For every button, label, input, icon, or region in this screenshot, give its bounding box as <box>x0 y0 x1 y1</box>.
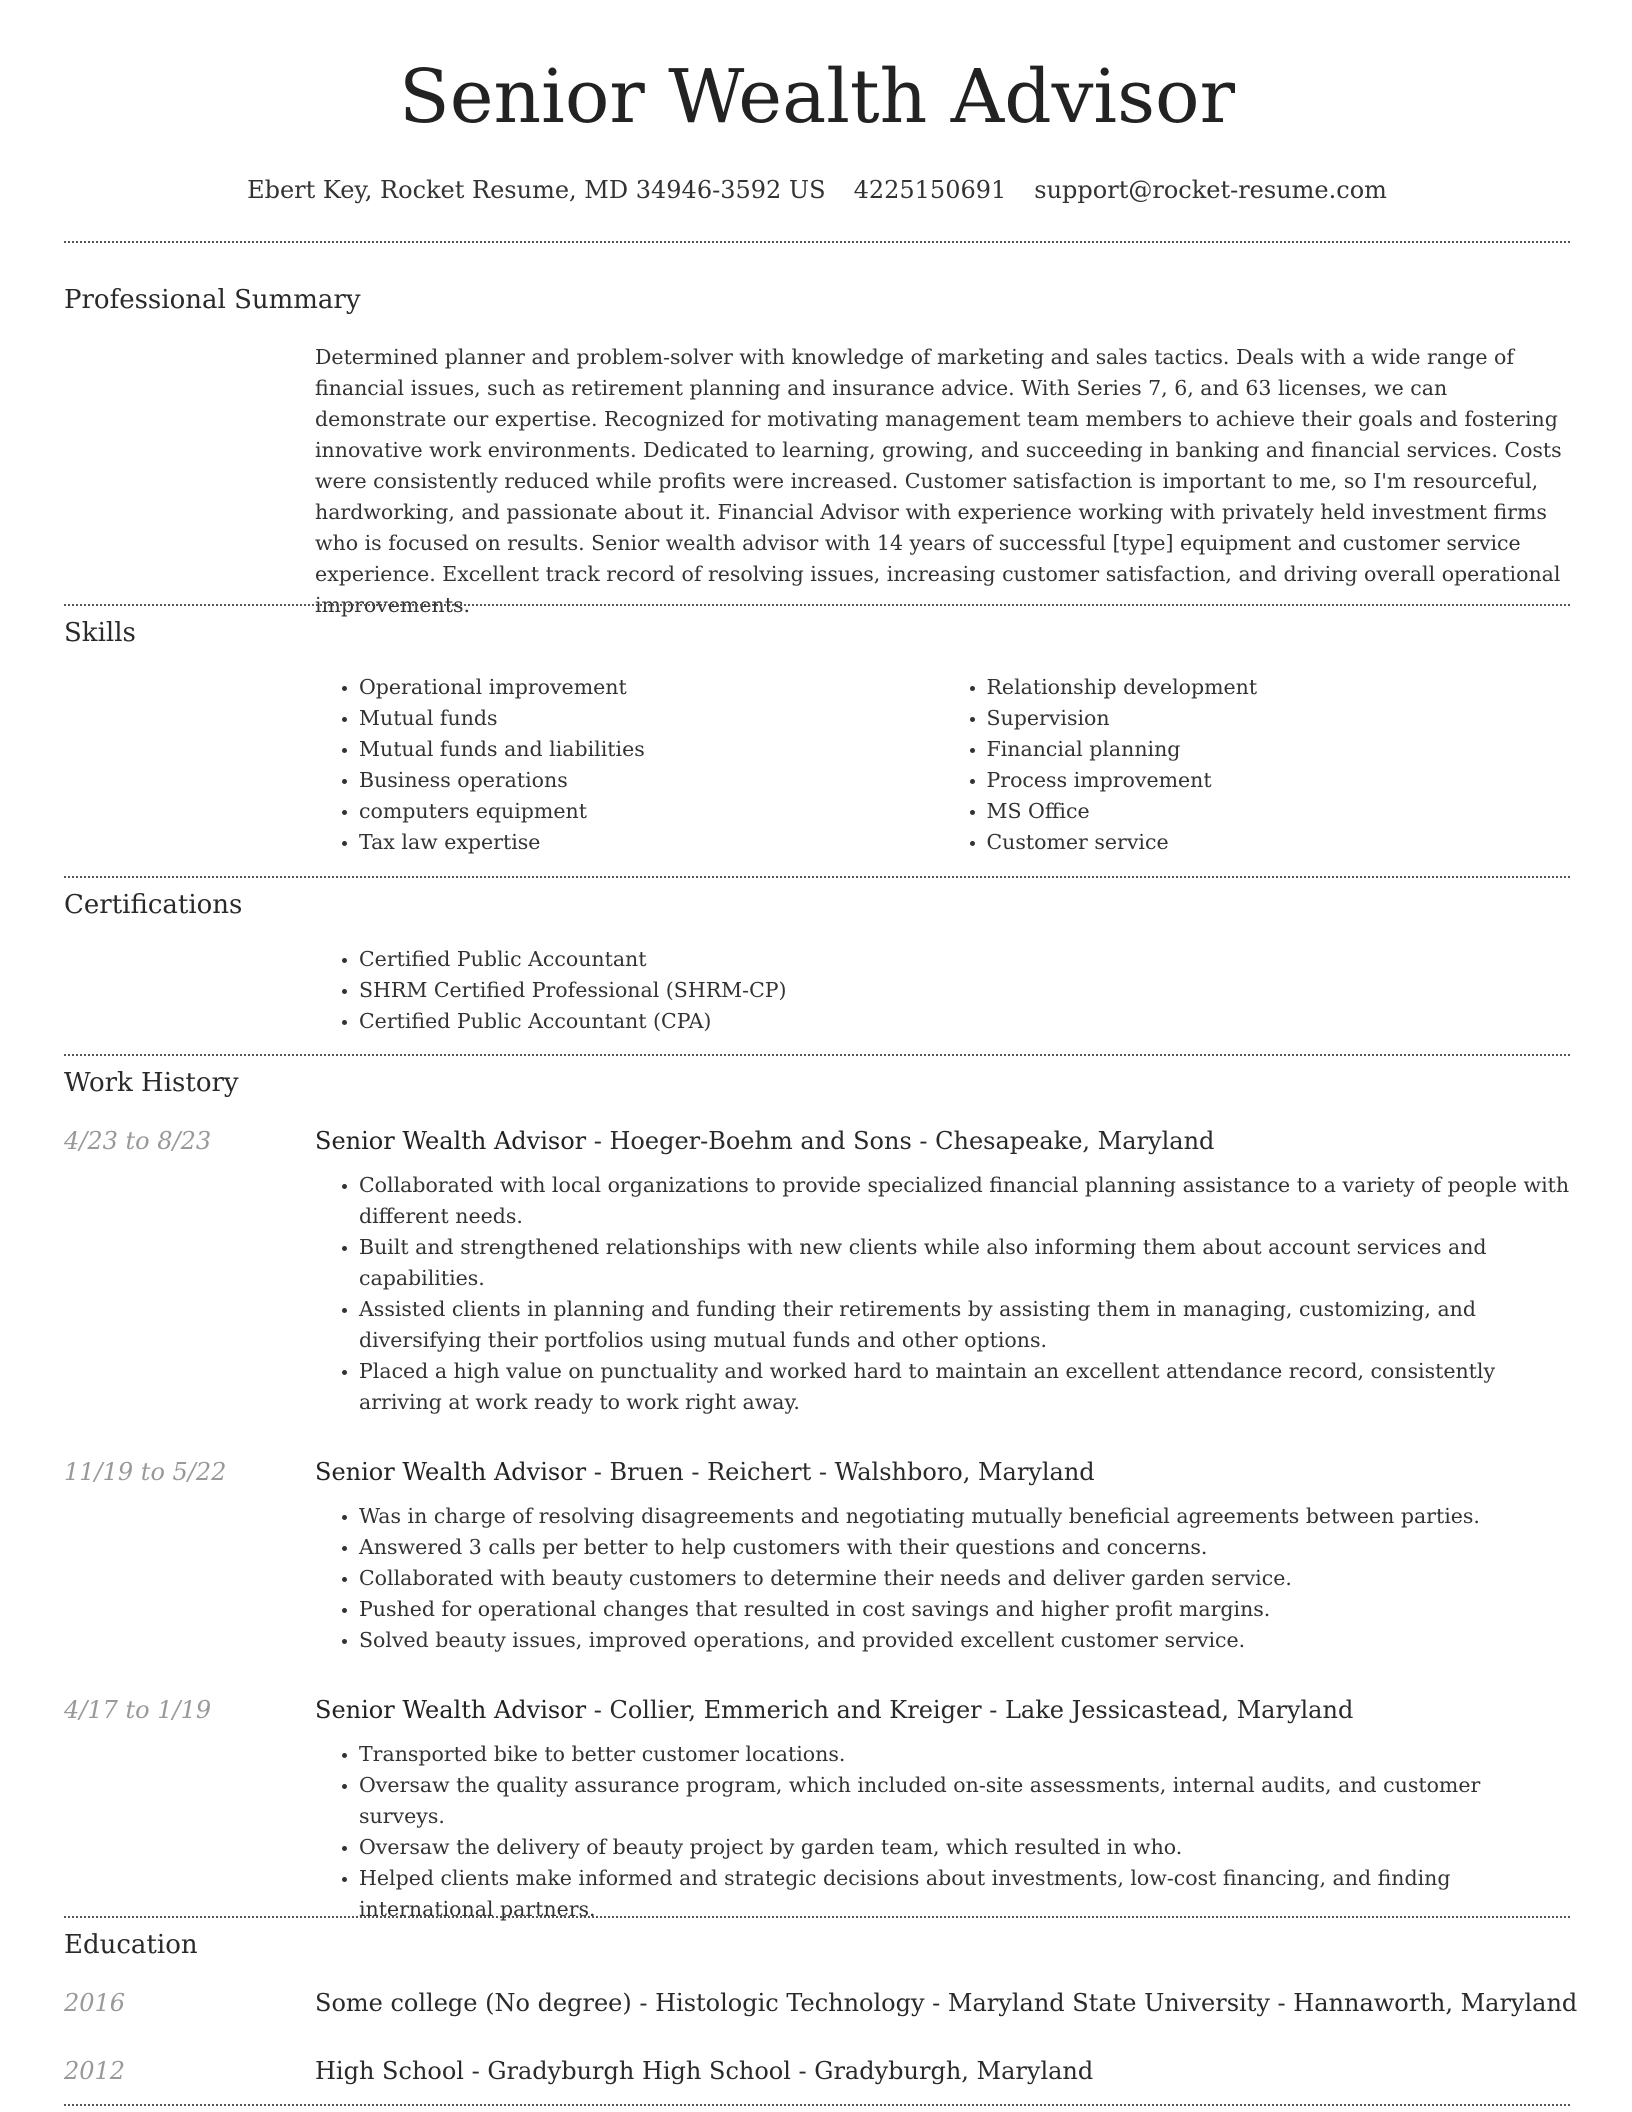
skill-item: • computers equipment <box>359 796 943 827</box>
job-title: Senior Wealth Advisor <box>315 1696 587 1724</box>
job-employer-location: - Bruen - Reichert - Walshboro, Maryland <box>586 1458 1095 1486</box>
job-bullets <box>315 1501 1570 1656</box>
skill-item: • Process improvement <box>987 765 1571 796</box>
contact-email[interactable]: support@rocket-resume.com <box>1034 176 1387 204</box>
contact-info <box>64 170 1570 210</box>
job-heading <box>315 1455 1570 1489</box>
job-bullet: • Collaborated with beauty customers to determine their needs and deliver garden service. <box>359 1563 1570 1594</box>
job-bullet: • Solved beauty issues, improved operations, and provided excellent customer service. <box>359 1625 1570 1656</box>
section-divider <box>64 1054 1570 1056</box>
section-divider <box>64 604 1570 606</box>
skill-item: • Business operations <box>359 765 943 796</box>
job-bullets <box>315 1739 1570 1925</box>
job-bullet: • Assisted clients in planning and funding their retirements by assisting them in managing, customizing, and diversifying their portfolios using mutual funds and other options. <box>359 1294 1570 1356</box>
section-title-work-history: Work History <box>64 1068 239 1098</box>
section-title-certifications: Certifications <box>64 890 243 920</box>
job-bullet: • Helped clients make informed and strategic decisions about investments, low-cost financing, and finding international partners. <box>359 1863 1570 1925</box>
job-bullet: • Was in charge of resolving disagreements and negotiating mutually beneficial agreements between parties. <box>359 1501 1570 1532</box>
education-year: 2016 <box>64 1989 126 2017</box>
job-bullets <box>315 1170 1570 1418</box>
skills-block <box>315 672 1570 858</box>
skill-item: • Supervision <box>987 703 1571 734</box>
skill-item: • Mutual funds <box>359 703 943 734</box>
job-entry <box>315 1124 1570 1418</box>
section-title-skills: Skills <box>64 618 136 648</box>
certifications-list <box>315 944 1570 1037</box>
skill-item: • Tax law expertise <box>359 827 943 858</box>
education-entry <box>315 1986 1578 2020</box>
job-dates: 4/17 to 1/19 <box>64 1696 212 1724</box>
summary-block <box>315 342 1570 621</box>
job-bullet: • Collaborated with local organizations to provide specialized financial planning assistance to a variety of people with different needs. <box>359 1170 1570 1232</box>
certifications-block <box>315 944 1570 1037</box>
contact-address: Ebert Key, Rocket Resume, MD 34946-3592 US <box>247 176 826 204</box>
skill-item: • Customer service <box>987 827 1571 858</box>
job-bullet: • Oversaw the quality assurance program, which included on-site assessments, internal audits, and customer surveys. <box>359 1770 1570 1832</box>
section-divider <box>64 1916 1570 1918</box>
education-year: 2012 <box>64 2057 126 2085</box>
section-divider <box>64 241 1570 243</box>
skills-list-left <box>315 672 943 858</box>
skill-item: • MS Office <box>987 796 1571 827</box>
job-heading <box>315 1693 1570 1727</box>
job-entry <box>315 1693 1570 1925</box>
job-employer-location: - Collier, Emmerich and Kreiger - Lake Jessicastead, Maryland <box>586 1696 1354 1724</box>
summary-text: Determined planner and problem-solver with knowledge of marketing and sales tactics. Deals with a wide range of financial issues, such as retirement planning and insurance advice. With Series 7, 6, and 63 licenses, we can demonstrate our expertise. Recognized for motivating management team members to achieve their goals and fostering innovative work environments. Dedicated to learning, growing, and succeeding in banking and financial services. Costs were consistently reduced while profits were increased. Customer satisfaction is important to me, so I'm resourceful, hardworking, and passionate about it. Financial Advisor with experience working with privately held investment firms who is focused on results. Senior wealth advisor with 14 years of successful [type] equipment and customer service experience. Excellent track record of resolving issues, increasing customer satisfaction, and driving overall operational improvements. <box>315 345 1562 617</box>
job-dates: 4/23 to 8/23 <box>64 1127 212 1155</box>
job-bullet: • Placed a high value on punctuality and worked hard to maintain an excellent attendance record, consistently arriving at work ready to work right away. <box>359 1356 1570 1418</box>
section-title-summary: Professional Summary <box>64 285 361 315</box>
job-bullet: • Answered 3 calls per better to help customers with their questions and concerns. <box>359 1532 1570 1563</box>
education-text: High School - Gradyburgh High School - Gradyburgh, Maryland <box>315 2057 1094 2085</box>
job-bullet: • Oversaw the delivery of beauty project by garden team, which resulted in who. <box>359 1832 1570 1863</box>
education-text: Some college (No degree) - Histologic Technology - Maryland State University - Hannaworth, Maryland <box>315 1989 1578 2017</box>
job-heading <box>315 1124 1570 1158</box>
job-entry <box>315 1455 1570 1656</box>
skills-list-right <box>943 672 1571 858</box>
skill-item: • Operational improvement <box>359 672 943 703</box>
job-bullet: • Built and strengthened relationships with new clients while also informing them about account services and capabilities. <box>359 1232 1570 1294</box>
section-title-education: Education <box>64 1930 198 1960</box>
skill-item: • Mutual funds and liabilities <box>359 734 943 765</box>
education-entry <box>315 2054 1570 2088</box>
certification-item: • SHRM Certified Professional (SHRM-CP) <box>359 975 1570 1006</box>
section-divider <box>64 2104 1570 2106</box>
certification-item: • Certified Public Accountant (CPA) <box>359 1006 1570 1037</box>
contact-phone: 4225150691 <box>853 176 1007 204</box>
skill-item: • Relationship development <box>987 672 1571 703</box>
job-title: Senior Wealth Advisor <box>315 1127 587 1155</box>
certification-item: • Certified Public Accountant <box>359 944 1570 975</box>
job-title: Senior Wealth Advisor <box>315 1458 587 1486</box>
job-employer-location: - Hoeger-Boehm and Sons - Chesapeake, Maryland <box>586 1127 1215 1155</box>
job-bullet: • Pushed for operational changes that resulted in cost savings and higher profit margins. <box>359 1594 1570 1625</box>
resume-title: Senior Wealth Advisor <box>399 54 1235 140</box>
section-divider <box>64 876 1570 878</box>
job-dates: 11/19 to 5/22 <box>64 1458 227 1486</box>
skill-item: • Financial planning <box>987 734 1571 765</box>
job-bullet: • Transported bike to better customer locations. <box>359 1739 1570 1770</box>
